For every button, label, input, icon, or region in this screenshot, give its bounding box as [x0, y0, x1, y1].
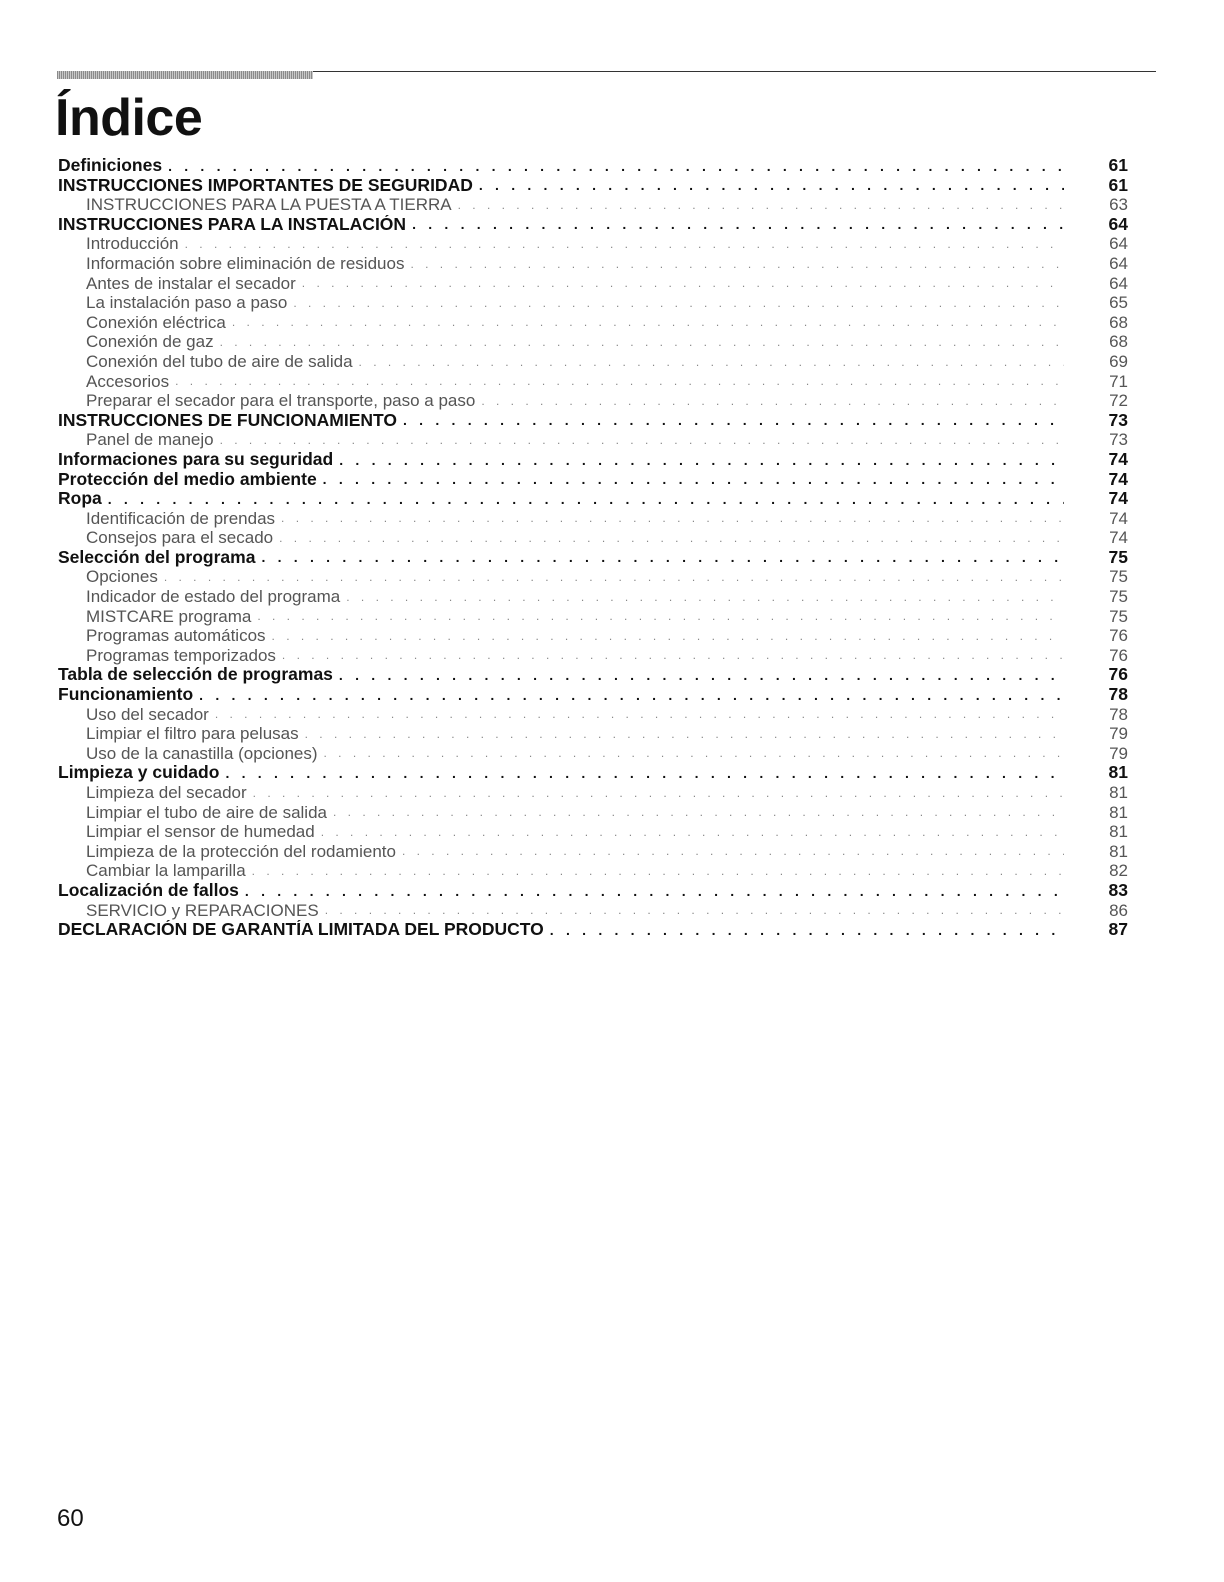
- toc-section-entry: [58, 489, 1128, 509]
- toc-entry-page: 87: [1108, 920, 1128, 940]
- toc-leader-dots: [410, 255, 1064, 274]
- toc-leader-dots: [220, 431, 1064, 450]
- toc-subsection-entry: [58, 509, 1128, 529]
- toc-section-entry: [58, 881, 1128, 901]
- toc-entry-label: Conexión del tubo de aire de salida: [86, 351, 353, 371]
- toc-subsection-entry: [58, 234, 1128, 254]
- toc-entry-label: Tabla de selección de programas: [58, 665, 333, 685]
- toc-section-entry: [58, 685, 1128, 705]
- toc-leader-dots: [252, 862, 1064, 881]
- toc-entry-page: 64: [1109, 273, 1128, 293]
- toc-entry-label: Funcionamiento: [58, 685, 194, 705]
- toc-entry-page: 72: [1109, 391, 1128, 411]
- toc-entry-label: Preparar el secador para el transporte, paso a paso: [86, 391, 476, 411]
- toc-entry-page: 75: [1109, 606, 1128, 626]
- toc-entry-page: 76: [1109, 626, 1128, 646]
- toc-entry-page: 78: [1109, 704, 1128, 724]
- toc-entry-page: 74: [1109, 528, 1128, 548]
- toc-entry-page: 86: [1109, 900, 1128, 920]
- toc-entry-page: 75: [1109, 567, 1128, 587]
- toc-entry-page: 73: [1109, 430, 1128, 450]
- toc-entry-label: La instalación paso a paso: [86, 293, 288, 313]
- toc-entry-label: Conexión de gaz: [86, 332, 214, 352]
- toc-leader-dots: [281, 509, 1064, 528]
- toc-subsection-entry: [58, 430, 1128, 450]
- toc-entry-page: 71: [1109, 371, 1128, 391]
- toc-subsection-entry: [58, 587, 1128, 607]
- toc-entry-label: INSTRUCCIONES PARA LA PUESTA A TIERRA: [86, 195, 452, 215]
- toc-entry-label: Consejos para el secado: [86, 528, 274, 548]
- toc-subsection-entry: [58, 372, 1128, 392]
- toc-leader-dots: [164, 568, 1064, 587]
- toc-entry-label: Introducción: [86, 234, 179, 254]
- toc-entry-page: 78: [1108, 685, 1128, 705]
- toc-entry-label: Ropa: [58, 489, 102, 509]
- toc-leader-dots: [253, 784, 1064, 803]
- toc-entry-label: Limpiar el filtro para pelusas: [86, 724, 299, 744]
- toc-subsection-entry: [58, 901, 1128, 921]
- toc-entry-page: 64: [1109, 253, 1128, 273]
- toc-section-entry: [58, 470, 1128, 490]
- toc-entry-label: Indicador de estado del programa: [86, 587, 341, 607]
- toc-leader-dots: [302, 274, 1064, 293]
- toc-entry-page: 65: [1109, 293, 1128, 313]
- toc-leader-dots: [324, 744, 1064, 763]
- toc-section-entry: [58, 215, 1128, 235]
- toc-entry-page: 79: [1109, 743, 1128, 763]
- toc-subsection-entry: [58, 822, 1128, 842]
- toc-subsection-entry: [58, 254, 1128, 274]
- toc-leader-dots: [185, 235, 1064, 254]
- toc-leader-dots: [282, 646, 1064, 665]
- toc-leader-dots: [333, 803, 1064, 822]
- page-title: Índice: [55, 89, 203, 147]
- toc-section-entry: [58, 548, 1128, 568]
- toc-entry-page: 61: [1108, 175, 1128, 195]
- toc-leader-dots: [346, 588, 1064, 607]
- toc-entry-page: 82: [1109, 861, 1128, 881]
- toc-leader-dots: [359, 353, 1064, 372]
- toc-leader-dots: [321, 823, 1064, 842]
- toc-subsection-entry: [58, 724, 1128, 744]
- toc-subsection-entry: [58, 274, 1128, 294]
- toc-leader-dots: [232, 313, 1064, 332]
- toc-leader-dots: [412, 215, 1064, 234]
- toc-leader-dots: [257, 607, 1064, 626]
- toc-subsection-entry: [58, 528, 1128, 548]
- toc-entry-label: Localización de fallos: [58, 880, 239, 900]
- toc-subsection-entry: [58, 293, 1128, 313]
- toc-leader-dots: [550, 921, 1064, 940]
- toc-leader-dots: [215, 705, 1064, 724]
- toc-entry-label: Panel de manejo: [86, 430, 214, 450]
- toc-entry-label: Limpieza del secador: [86, 783, 247, 802]
- toc-leader-dots: [403, 411, 1064, 430]
- toc-entry-page: 79: [1109, 724, 1128, 744]
- toc-entry-label: Uso de la canastilla (opciones): [86, 743, 318, 763]
- toc-entry-page: 73: [1108, 410, 1128, 430]
- toc-entry-page: 63: [1109, 195, 1128, 215]
- toc-leader-dots: [108, 490, 1064, 509]
- toc-entry-label: Accesorios: [86, 371, 170, 391]
- page-number: 60: [57, 1505, 84, 1532]
- toc-section-entry: [58, 665, 1128, 685]
- toc-entry-page: 74: [1108, 489, 1128, 509]
- toc-entry-page: 68: [1109, 332, 1128, 352]
- toc-subsection-entry: [58, 705, 1128, 725]
- toc-entry-label: Informaciones para su seguridad: [58, 449, 334, 469]
- toc-entry-label: Cambiar la lamparilla: [86, 861, 246, 881]
- toc-entry-page: 75: [1109, 587, 1128, 607]
- toc-subsection-entry: [58, 783, 1128, 803]
- toc-entry-page: 76: [1109, 645, 1128, 665]
- toc-subsection-entry: [58, 861, 1128, 881]
- table-of-contents: [58, 156, 1128, 940]
- toc-entry-label: Opciones: [86, 567, 158, 587]
- toc-entry-label: SERVICIO y REPARACIONES: [86, 900, 319, 920]
- toc-entry-label: MISTCARE programa: [86, 606, 252, 626]
- toc-entry-page: 81: [1109, 841, 1128, 861]
- toc-entry-label: Identificación de prendas: [86, 508, 276, 528]
- toc-entry-page: 74: [1108, 449, 1128, 469]
- toc-entry-page: 61: [1108, 156, 1128, 175]
- toc-subsection-entry: [58, 842, 1128, 862]
- toc-leader-dots: [339, 451, 1064, 470]
- toc-entry-label: Definiciones: [58, 156, 163, 175]
- toc-entry-label: INSTRUCCIONES IMPORTANTES DE SEGURIDAD: [58, 175, 473, 195]
- toc-section-entry: [58, 763, 1128, 783]
- toc-subsection-entry: [58, 352, 1128, 372]
- toc-entry-label: INSTRUCCIONES PARA LA INSTALACIÓN: [58, 214, 407, 234]
- toc-entry-label: Uso del secador: [86, 704, 209, 724]
- toc-entry-page: 74: [1108, 469, 1128, 489]
- toc-entry-page: 81: [1108, 763, 1128, 783]
- toc-section-entry: [58, 450, 1128, 470]
- accent-bar: [57, 71, 313, 79]
- toc-entry-page: 83: [1108, 880, 1128, 900]
- toc-entry-page: 76: [1108, 665, 1128, 685]
- toc-section-entry: [58, 411, 1128, 431]
- toc-leader-dots: [481, 392, 1064, 411]
- toc-entry-page: 64: [1108, 214, 1128, 234]
- toc-entry-label: Conexión eléctrica: [86, 312, 226, 332]
- toc-subsection-entry: [58, 195, 1128, 215]
- toc-entry-page: 81: [1109, 822, 1128, 842]
- toc-leader-dots: [225, 764, 1064, 783]
- toc-leader-dots: [339, 666, 1064, 685]
- toc-leader-dots: [168, 157, 1064, 176]
- toc-entry-label: Información sobre eliminación de residuos: [86, 253, 405, 273]
- toc-section-entry: [58, 920, 1128, 940]
- toc-section-entry: [58, 156, 1128, 176]
- toc-entry-page: 81: [1109, 783, 1128, 802]
- toc-subsection-entry: [58, 607, 1128, 627]
- toc-entry-label: Selección del programa: [58, 547, 256, 567]
- toc-leader-dots: [199, 686, 1064, 705]
- toc-entry-label: DECLARACIÓN DE GARANTÍA LIMITADA DEL PRODUCTO: [58, 920, 544, 940]
- toc-entry-label: Protección del medio ambiente: [58, 469, 317, 489]
- toc-leader-dots: [245, 882, 1064, 901]
- toc-entry-label: Limpieza y cuidado: [58, 763, 220, 783]
- toc-subsection-entry: [58, 744, 1128, 764]
- toc-leader-dots: [305, 725, 1064, 744]
- toc-subsection-entry: [58, 332, 1128, 352]
- toc-entry-page: 81: [1109, 802, 1128, 822]
- toc-subsection-entry: [58, 567, 1128, 587]
- toc-entry-label: Antes de instalar el secador: [86, 273, 296, 293]
- toc-entry-page: 68: [1109, 312, 1128, 332]
- toc-leader-dots: [261, 548, 1064, 567]
- toc-leader-dots: [458, 196, 1064, 215]
- toc-entry-label: INSTRUCCIONES DE FUNCIONAMIENTO: [58, 410, 397, 430]
- toc-subsection-entry: [58, 391, 1128, 411]
- toc-entry-page: 64: [1109, 234, 1128, 254]
- toc-leader-dots: [220, 333, 1064, 352]
- toc-leader-dots: [175, 372, 1064, 391]
- toc-subsection-entry: [58, 646, 1128, 666]
- toc-leader-dots: [479, 176, 1064, 195]
- toc-entry-label: Programas automáticos: [86, 626, 266, 646]
- toc-entry-page: 75: [1108, 547, 1128, 567]
- toc-entry-label: Limpiar el tubo de aire de salida: [86, 802, 327, 822]
- toc-leader-dots: [325, 901, 1064, 920]
- toc-section-entry: [58, 176, 1128, 196]
- toc-entry-page: 69: [1109, 351, 1128, 371]
- toc-entry-label: Limpieza de la protección del rodamiento: [86, 841, 396, 861]
- toc-leader-dots: [323, 470, 1064, 489]
- toc-leader-dots: [279, 529, 1064, 548]
- toc-subsection-entry: [58, 803, 1128, 823]
- toc-leader-dots: [272, 627, 1064, 646]
- toc-leader-dots: [293, 294, 1064, 313]
- toc-entry-page: 74: [1109, 508, 1128, 528]
- toc-subsection-entry: [58, 626, 1128, 646]
- toc-subsection-entry: [58, 313, 1128, 333]
- toc-entry-label: Limpiar el sensor de humedad: [86, 822, 315, 842]
- toc-leader-dots: [402, 842, 1064, 861]
- toc-entry-label: Programas temporizados: [86, 645, 276, 665]
